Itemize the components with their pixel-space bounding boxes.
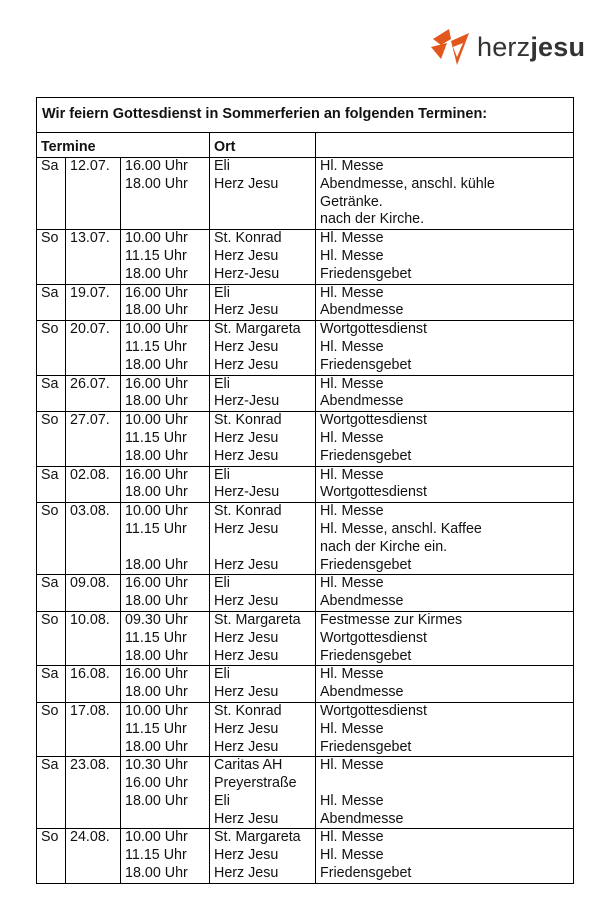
time-line: 16.00 Uhr: [125, 666, 188, 683]
place-line: Herz Jesu: [214, 847, 279, 864]
time-cell: [121, 503, 210, 575]
table-row: [37, 321, 574, 375]
place-line: Eli: [214, 158, 230, 174]
event-cell: [316, 702, 574, 756]
table-row: [37, 466, 574, 503]
event-cell: [316, 466, 574, 503]
event-line: Friedensgebet: [320, 356, 412, 373]
event-line: Friedensgebet: [320, 265, 412, 282]
event-cell: [316, 412, 574, 466]
place-line: Herz Jesu: [214, 556, 279, 573]
place-line: St. Margareta: [214, 829, 301, 846]
place-line: [214, 539, 311, 557]
table-row: [37, 666, 574, 703]
weekday-cell: So: [37, 702, 66, 756]
time-line: 18.00 Uhr: [125, 302, 188, 319]
time-line: 18.00 Uhr: [125, 684, 188, 701]
weekday-cell: So: [37, 611, 66, 665]
place-cell: [210, 321, 316, 375]
place-line: Eli: [214, 284, 230, 301]
service-schedule-table: [36, 97, 574, 884]
place-line: Eli: [214, 375, 230, 392]
header-extra: [316, 133, 574, 158]
event-cell: [316, 611, 574, 665]
table-title-row: [37, 98, 574, 133]
date-cell: 02.08.: [66, 466, 121, 503]
place-line: St. Margareta: [214, 611, 301, 628]
weekday-cell: Sa: [37, 575, 66, 612]
place-cell: [210, 375, 316, 412]
event-line: Friedensgebet: [320, 647, 412, 664]
time-line: 10.00 Uhr: [125, 321, 188, 338]
time-line: 16.00 Uhr: [125, 375, 188, 392]
event-cell: [316, 666, 574, 703]
time-line: 18.00 Uhr: [125, 647, 188, 664]
event-line: Abendmesse: [320, 302, 404, 319]
time-line: 18.00 Uhr: [125, 865, 188, 882]
event-line: Hl. Messe: [320, 757, 384, 774]
place-cell: [210, 757, 316, 829]
event-line: Abendmesse: [320, 684, 404, 701]
event-cell: [316, 757, 574, 829]
time-line: 16.00 Uhr: [125, 466, 188, 483]
place-line: Herz Jesu: [214, 647, 279, 664]
time-cell: [121, 284, 210, 321]
place-line: St. Konrad: [214, 503, 282, 520]
time-line: 11.15 Uhr: [125, 520, 187, 537]
table-header-row: [37, 133, 574, 158]
table-row: [37, 412, 574, 466]
table-row: [37, 230, 574, 284]
time-line: 18.00 Uhr: [125, 265, 188, 282]
weekday-cell: Sa: [37, 757, 66, 829]
place-line: St. Margareta: [214, 321, 301, 338]
event-line: nach der Kirche ein.: [320, 538, 448, 555]
time-line: [125, 211, 205, 229]
date-cell: 10.08.: [66, 611, 121, 665]
event-line: Festmesse zur Kirmes: [320, 611, 463, 628]
event-line: Abendmesse: [320, 593, 404, 610]
time-line: 11.15 Uhr: [125, 847, 187, 864]
place-line: Eli: [214, 466, 230, 483]
event-line: Friedensgebet: [320, 447, 412, 464]
time-line: 11.15 Uhr: [125, 338, 187, 355]
place-line: Herz Jesu: [214, 338, 279, 355]
time-line: 18.00 Uhr: [125, 593, 188, 610]
weekday-cell: Sa: [37, 375, 66, 412]
event-line: Hl. Messe: [320, 503, 384, 520]
table-row: [37, 702, 574, 756]
date-cell: 24.08.: [66, 829, 121, 883]
table-row: [37, 284, 574, 321]
event-line: Friedensgebet: [320, 738, 412, 755]
event-line: Hl. Messe: [320, 230, 384, 247]
place-cell: [210, 412, 316, 466]
event-line: Hl. Messe: [320, 466, 384, 483]
date-cell: 09.08.: [66, 575, 121, 612]
event-line: Hl. Messe: [320, 666, 384, 683]
time-cell: [121, 412, 210, 466]
event-line: Friedensgebet: [320, 865, 412, 882]
event-line: Hl. Messe: [320, 247, 384, 264]
event-line: Hl. Messe: [320, 429, 384, 446]
time-line: 10.00 Uhr: [125, 829, 188, 846]
date-cell: 16.08.: [66, 666, 121, 703]
time-line: 18.00 Uhr: [125, 484, 188, 501]
place-line: Herz-Jesu: [214, 484, 280, 501]
event-cell: [316, 503, 574, 575]
place-line: Herz Jesu: [214, 684, 279, 701]
place-line: Herz Jesu: [214, 810, 279, 827]
date-cell: 19.07.: [66, 284, 121, 321]
time-line: 09.30 Uhr: [125, 611, 188, 628]
time-line: 16.00 Uhr: [125, 575, 188, 592]
place-line: Herz Jesu: [214, 175, 279, 192]
event-line: Wortgottesdienst: [320, 702, 428, 719]
weekday-cell: So: [37, 412, 66, 466]
time-line: 16.00 Uhr: [125, 158, 188, 174]
weekday-cell: Sa: [37, 666, 66, 703]
weekday-cell: So: [37, 230, 66, 284]
date-cell: 23.08.: [66, 757, 121, 829]
event-line: Abendmesse: [320, 810, 404, 827]
place-cell: [210, 466, 316, 503]
table-row: [37, 757, 574, 829]
time-line: [125, 811, 205, 829]
place-cell: [210, 284, 316, 321]
place-line: [214, 194, 311, 212]
event-line: Abendmesse, anschl. kühle: [320, 175, 495, 192]
place-line: Eli: [214, 575, 230, 592]
header-ort: Ort: [210, 133, 316, 158]
event-cell: [316, 321, 574, 375]
time-line: [125, 194, 205, 212]
time-line: 11.15 Uhr: [125, 429, 187, 446]
time-cell: [121, 611, 210, 665]
event-cell: [316, 575, 574, 612]
time-line: 10.00 Uhr: [125, 702, 188, 719]
time-cell: [121, 829, 210, 883]
table-row: [37, 575, 574, 612]
logo-wordmark: herzjesu: [477, 31, 586, 62]
event-line: Friedensgebet: [320, 556, 412, 573]
schedule-body: [37, 158, 574, 884]
date-cell: 17.08.: [66, 702, 121, 756]
place-line: Herz-Jesu: [214, 393, 280, 410]
place-line: St. Konrad: [214, 230, 282, 247]
time-line: 18.00 Uhr: [125, 792, 188, 809]
time-line: 18.00 Uhr: [125, 175, 188, 192]
event-line: Hl. Messe: [320, 575, 384, 592]
event-line: Hl. Messe: [320, 792, 384, 809]
time-line: 11.15 Uhr: [125, 720, 187, 737]
herzjesu-logo: [427, 24, 585, 70]
place-line: St. Konrad: [214, 702, 282, 719]
time-line: 18.00 Uhr: [125, 556, 188, 573]
place-cell: [210, 158, 316, 230]
weekday-cell: So: [37, 829, 66, 883]
place-cell: [210, 666, 316, 703]
place-line: Herz-Jesu: [214, 265, 280, 282]
place-cell: [210, 829, 316, 883]
time-line: 10.30 Uhr: [125, 757, 188, 774]
place-line: Herz Jesu: [214, 593, 279, 610]
date-cell: 12.07.: [66, 158, 121, 230]
event-line: Wortgottesdienst: [320, 321, 428, 338]
event-line: Hl. Messe: [320, 338, 384, 355]
date-cell: 27.07.: [66, 412, 121, 466]
date-cell: 26.07.: [66, 375, 121, 412]
time-cell: [121, 575, 210, 612]
event-line: [320, 775, 569, 793]
date-cell: 03.08.: [66, 503, 121, 575]
time-cell: [121, 702, 210, 756]
event-cell: [316, 158, 574, 230]
place-line: Caritas AH: [214, 757, 283, 774]
event-line: Wortgottesdienst: [320, 629, 428, 646]
table-row: [37, 158, 574, 230]
event-cell: [316, 375, 574, 412]
table-row: [37, 611, 574, 665]
heart-arrow-logo-icon: [427, 25, 473, 69]
weekday-cell: Sa: [37, 466, 66, 503]
place-cell: [210, 503, 316, 575]
place-line: Herz Jesu: [214, 720, 279, 737]
event-line: Hl. Messe: [320, 829, 384, 846]
event-cell: [316, 284, 574, 321]
time-cell: [121, 666, 210, 703]
event-line: nach der Kirche.: [320, 211, 425, 228]
table-title: Wir feiern Gottesdienst in Sommerferien an folgenden Terminen:: [37, 98, 574, 133]
time-line: 11.15 Uhr: [125, 247, 187, 264]
place-cell: [210, 575, 316, 612]
place-cell: [210, 702, 316, 756]
event-line: Hl. Messe, anschl. Kaffee: [320, 520, 482, 537]
weekday-cell: So: [37, 321, 66, 375]
event-line: Wortgottesdienst: [320, 484, 428, 501]
time-line: 18.00 Uhr: [125, 393, 188, 410]
time-line: 11.15 Uhr: [125, 629, 187, 646]
place-line: Herz Jesu: [214, 738, 279, 755]
place-line: Herz Jesu: [214, 302, 279, 319]
event-cell: [316, 230, 574, 284]
event-line: Getränke.: [320, 193, 383, 210]
place-line: Herz Jesu: [214, 247, 279, 264]
time-line: 10.00 Uhr: [125, 503, 188, 520]
date-cell: 13.07.: [66, 230, 121, 284]
time-cell: [121, 321, 210, 375]
event-line: Hl. Messe: [320, 375, 384, 392]
header-termine: Termine: [37, 133, 210, 158]
place-line: Preyerstraße: [214, 775, 297, 792]
place-line: Herz Jesu: [214, 429, 279, 446]
place-line: Eli: [214, 666, 230, 683]
event-line: Hl. Messe: [320, 847, 384, 864]
place-line: Herz Jesu: [214, 520, 279, 537]
place-line: St. Konrad: [214, 412, 282, 429]
place-line: Herz Jesu: [214, 447, 279, 464]
time-line: 18.00 Uhr: [125, 738, 188, 755]
event-line: Hl. Messe: [320, 158, 384, 174]
place-line: Herz Jesu: [214, 356, 279, 373]
date-cell: 20.07.: [66, 321, 121, 375]
place-line: Herz Jesu: [214, 865, 279, 882]
time-line: 18.00 Uhr: [125, 356, 188, 373]
time-line: 10.00 Uhr: [125, 412, 188, 429]
time-line: 10.00 Uhr: [125, 230, 188, 247]
weekday-cell: Sa: [37, 284, 66, 321]
place-line: Herz Jesu: [214, 629, 279, 646]
table-row: [37, 829, 574, 883]
time-cell: [121, 158, 210, 230]
event-line: Hl. Messe: [320, 284, 384, 301]
place-cell: [210, 611, 316, 665]
weekday-cell: So: [37, 503, 66, 575]
table-row: [37, 503, 574, 575]
time-cell: [121, 375, 210, 412]
place-cell: [210, 230, 316, 284]
time-line: 16.00 Uhr: [125, 775, 188, 792]
time-cell: [121, 466, 210, 503]
event-line: Wortgottesdienst: [320, 412, 428, 429]
event-line: Hl. Messe: [320, 720, 384, 737]
event-cell: [316, 829, 574, 883]
time-line: 18.00 Uhr: [125, 447, 188, 464]
time-line: [125, 539, 205, 557]
time-cell: [121, 230, 210, 284]
place-line: [214, 211, 311, 229]
table-row: [37, 375, 574, 412]
event-line: Abendmesse: [320, 393, 404, 410]
weekday-cell: Sa: [37, 158, 66, 230]
time-cell: [121, 757, 210, 829]
time-line: 16.00 Uhr: [125, 284, 188, 301]
place-line: Eli: [214, 792, 230, 809]
